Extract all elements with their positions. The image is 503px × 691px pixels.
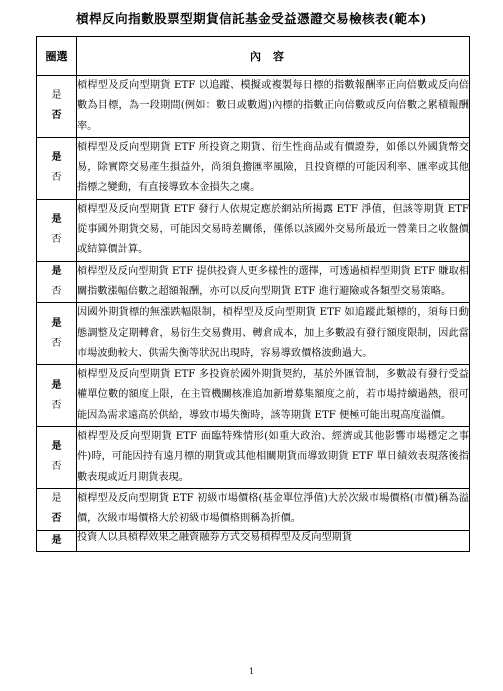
option-no[interactable]: 否 bbox=[51, 234, 62, 246]
table-row bbox=[37, 427, 470, 489]
table-row bbox=[37, 530, 470, 551]
table-row bbox=[37, 303, 470, 365]
option-yes[interactable]: 是 bbox=[51, 493, 62, 505]
option-no[interactable]: 否 bbox=[51, 399, 62, 411]
checklist-rows bbox=[37, 76, 470, 552]
checklist-table bbox=[36, 36, 470, 552]
statement-text: 槓桿型及反向型期貨 ETF 發行人依規定應於網站所揭露 ETF 淨值，但該等期貨 ETF 從事國外期貨交易，可能因交易時差關係，僅係以該國外交易所最近一營業日之收盤價或結算價計算。 bbox=[77, 199, 470, 261]
content-column-header: 內容 bbox=[77, 37, 470, 76]
option-no[interactable]: 否 bbox=[51, 285, 62, 297]
yes-no-choice[interactable] bbox=[37, 427, 77, 489]
table-row bbox=[37, 261, 470, 303]
table-row bbox=[37, 488, 470, 530]
page-number: 1 bbox=[248, 667, 255, 676]
statement-text: 槓桿型及反向型期貨 ETF 多投資於國外期貨契約，基於外匯管制，多數設有發行受益權單位數的額度上限，在主管機關核准追加新增募集額度之前，若市場持續過熱，很可能因為需求遠高於供給，導致市場失衡時，該等期貨 ETF 便極可能出現高度溢價。 bbox=[77, 365, 470, 427]
document-title: 槓桿反向指數股票型期貨信託基金受益憑證交易檢核表(範本) bbox=[76, 11, 427, 26]
yes-no-choice[interactable] bbox=[37, 76, 77, 138]
option-yes[interactable]: 是 bbox=[51, 214, 62, 226]
table-row bbox=[37, 365, 470, 427]
yes-no-choice[interactable] bbox=[37, 488, 77, 530]
yes-no-choice[interactable] bbox=[37, 303, 77, 365]
table-header-row bbox=[37, 37, 470, 76]
table-row bbox=[37, 199, 470, 261]
statement-text: 槓桿型及反向型期貨 ETF 以追蹤、模擬或複製每日標的指數報酬率正向倍數或反向倍數為目標，為一段期間(例如：數日或數週)內標的指數正向倍數或反向倍數之累積報酬率。 bbox=[77, 76, 470, 138]
option-no[interactable]: 否 bbox=[51, 513, 62, 525]
option-yes[interactable]: 是 bbox=[51, 265, 62, 277]
option-yes[interactable]: 是 bbox=[51, 441, 62, 453]
yes-no-choice[interactable] bbox=[37, 199, 77, 261]
option-no[interactable]: 否 bbox=[51, 461, 62, 473]
table-row bbox=[37, 137, 470, 199]
statement-text: 槓桿型及反向型期貨 ETF 面臨特殊情形(如重大政治、經濟或其他影響市場穩定之事件)時，可能因持有遠月標的期貨或其他相關期貨而導致期貨 ETF 單日績效表現落後指數表現或近月期貨表現。 bbox=[77, 427, 470, 489]
statement-text: 因國外期貨標的無漲跌幅限制，槓桿型及反向型期貨 ETF 如追蹤此類標的，須每日動態調整及定期轉倉，易衍生交易費用、轉倉成本，加上多數設有發行額度限制，因此當市場波動較大、供需失衡等狀況出現時，容易導致價格波動過大。 bbox=[77, 303, 470, 365]
statement-text: 投資人以具槓桿效果之融資融券方式交易槓桿型及反向型期貨 bbox=[77, 530, 470, 551]
statement-text: 槓桿型及反向型期貨 ETF 提供投資人更多樣性的選擇，可透過槓桿型期貨 ETF 賺取相關指數漲幅倍數之超額報酬，亦可以反向型期貨 ETF 進行避險或各類型交易策略。 bbox=[77, 261, 470, 303]
table-row bbox=[37, 76, 470, 138]
statement-text: 槓桿型及反向型期貨 ETF 所投資之期貨、衍生性商品或有價證券，如係以外國貨幣交易，除實際交易產生損益外，尚須負擔匯率風險，且投資標的可能因利率、匯率或其他指標之變動，有直接導致本金損失之虞。 bbox=[77, 137, 470, 199]
option-yes[interactable]: 是 bbox=[51, 534, 62, 546]
option-yes[interactable]: 是 bbox=[51, 90, 62, 102]
option-yes[interactable]: 是 bbox=[51, 317, 62, 329]
yes-no-choice[interactable] bbox=[37, 137, 77, 199]
option-no[interactable]: 否 bbox=[51, 172, 62, 184]
choice-column-header: 圈選 bbox=[37, 37, 77, 76]
statement-text: 槓桿型及反向型期貨 ETF 初級市場價格(基金單位淨值)大於次級市場價格(市價)稱為溢價，次級市場價格大於初級市場價格則稱為折價。 bbox=[77, 488, 470, 530]
yes-no-choice[interactable] bbox=[37, 365, 77, 427]
yes-no-choice[interactable] bbox=[37, 261, 77, 303]
yes-no-choice[interactable] bbox=[37, 530, 77, 551]
option-no[interactable]: 否 bbox=[51, 337, 62, 349]
option-no[interactable]: 否 bbox=[51, 110, 62, 122]
option-yes[interactable]: 是 bbox=[51, 379, 62, 391]
option-yes[interactable]: 是 bbox=[51, 152, 62, 164]
